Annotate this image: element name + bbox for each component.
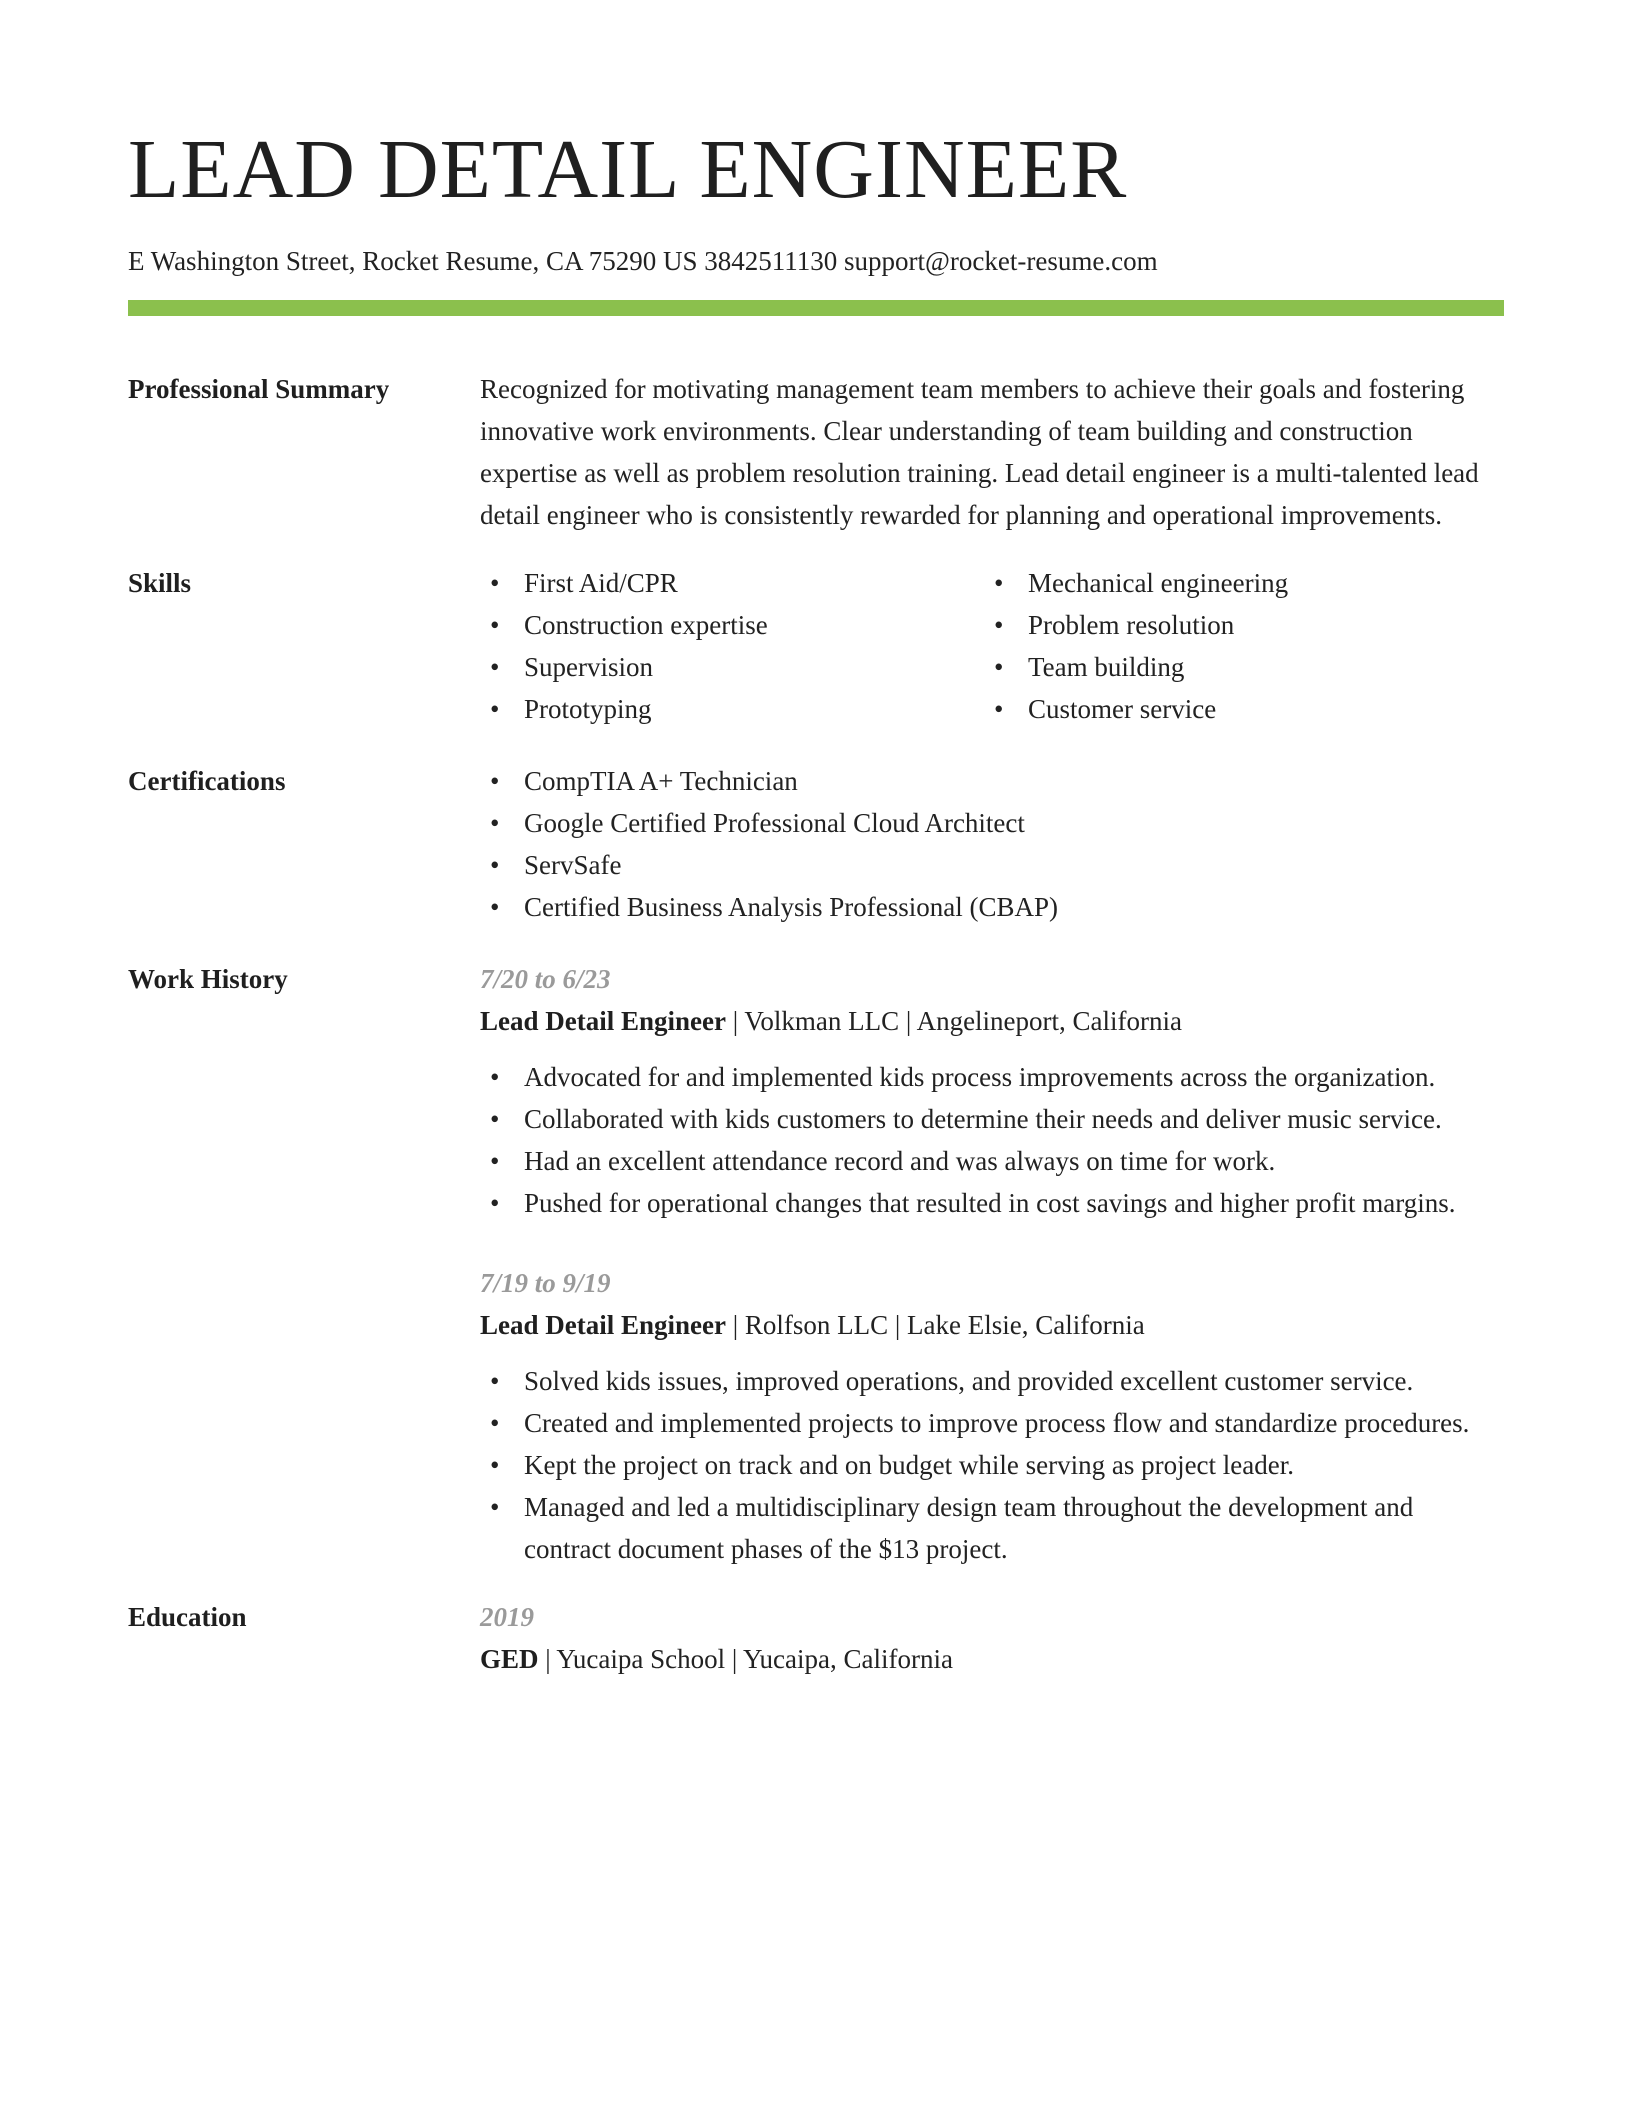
header-divider <box>128 300 1504 316</box>
section-label-certifications: Certifications <box>128 766 286 796</box>
job-bullet: • Kept the project on track and on budget while serving as project leader. <box>480 1444 1504 1486</box>
job-dates: 7/19 to 9/19 <box>480 1268 611 1298</box>
skill-item: • Prototyping <box>480 688 984 730</box>
job-bullet: • Had an excellent attendance record and was always on time for work. <box>480 1140 1504 1182</box>
skill-item: • Construction expertise <box>480 604 984 646</box>
skills-column-right <box>984 562 1488 730</box>
job-bullet: • Collaborated with kids customers to determine their needs and deliver music service. <box>480 1098 1504 1140</box>
skill-item: • Supervision <box>480 646 984 688</box>
education-degree: GED <box>480 1644 539 1674</box>
summary-text: Recognized for motivating management team members to achieve their goals and fostering innovative work environments. Clear understanding of team building and construction expertise as well as problem resolution training. Lead detail engineer is a multi-talented lead detail engineer who is consistently rewarded for planning and operational improvements. <box>480 374 1479 530</box>
job-company-location: | Rolfson LLC | Lake Elsie, California <box>725 1310 1145 1340</box>
skill-item: • Mechanical engineering <box>984 562 1488 604</box>
skills-column-left <box>480 562 984 730</box>
job-bullet: • Created and implemented projects to improve process flow and standardize procedures. <box>480 1402 1504 1444</box>
resume-name: LEAD DETAIL ENGINEER <box>128 123 1128 216</box>
summary-section <box>128 368 1504 536</box>
section-label-skills: Skills <box>128 568 192 598</box>
skill-item: • Team building <box>984 646 1488 688</box>
certification-item: • Google Certified Professional Cloud Architect <box>480 802 1504 844</box>
skills-body <box>480 562 1504 730</box>
education-body <box>480 1596 1504 1680</box>
job-role-line <box>480 1000 1504 1042</box>
skill-item: • Problem resolution <box>984 604 1488 646</box>
job-bullet: • Advocated for and implemented kids process improvements across the organization. <box>480 1056 1504 1098</box>
job-title: Lead Detail Engineer <box>480 1006 726 1036</box>
skill-item: • Customer service <box>984 688 1488 730</box>
contact-email: support@rocket-resume.com <box>844 246 1158 276</box>
work-history-body <box>480 958 1504 1570</box>
job-title: Lead Detail Engineer <box>480 1310 726 1340</box>
certifications-section <box>128 760 1504 928</box>
job-entry <box>480 958 1504 1224</box>
certification-item: • CompTIA A+ Technician <box>480 760 1504 802</box>
certifications-body <box>480 760 1504 928</box>
job-entry <box>480 1262 1504 1570</box>
work-history-section <box>128 958 1504 1570</box>
contact-phone: 3842511130 <box>704 246 838 276</box>
job-bullet: • Pushed for operational changes that resulted in cost savings and higher profit margins. <box>480 1182 1504 1224</box>
job-company-location: | Volkman LLC | Angelineport, California <box>725 1006 1182 1036</box>
section-label-summary: Professional Summary <box>128 374 390 404</box>
job-role-line <box>480 1304 1504 1346</box>
job-bullet: • Managed and led a multidisciplinary design team throughout the development and contract document phases of the $13 project. <box>480 1486 1504 1570</box>
resume-page <box>128 120 1504 1680</box>
job-dates: 7/20 to 6/23 <box>480 964 611 994</box>
skill-item: • First Aid/CPR <box>480 562 984 604</box>
section-label-education: Education <box>128 1602 247 1632</box>
education-line <box>480 1638 1504 1680</box>
education-year: 2019 <box>480 1602 534 1632</box>
summary-body <box>480 368 1504 536</box>
certification-item: • Certified Business Analysis Professional (CBAP) <box>480 886 1504 928</box>
education-school-location: | Yucaipa School | Yucaipa, California <box>538 1644 953 1674</box>
contact-address: E Washington Street, Rocket Resume, CA 75290 US <box>128 246 698 276</box>
contact-line <box>128 244 1504 278</box>
education-section <box>128 1596 1504 1680</box>
job-bullet: • Solved kids issues, improved operations, and provided excellent customer service. <box>480 1360 1504 1402</box>
section-label-work-history: Work History <box>128 964 288 994</box>
certification-item: • ServSafe <box>480 844 1504 886</box>
skills-section <box>128 562 1504 730</box>
